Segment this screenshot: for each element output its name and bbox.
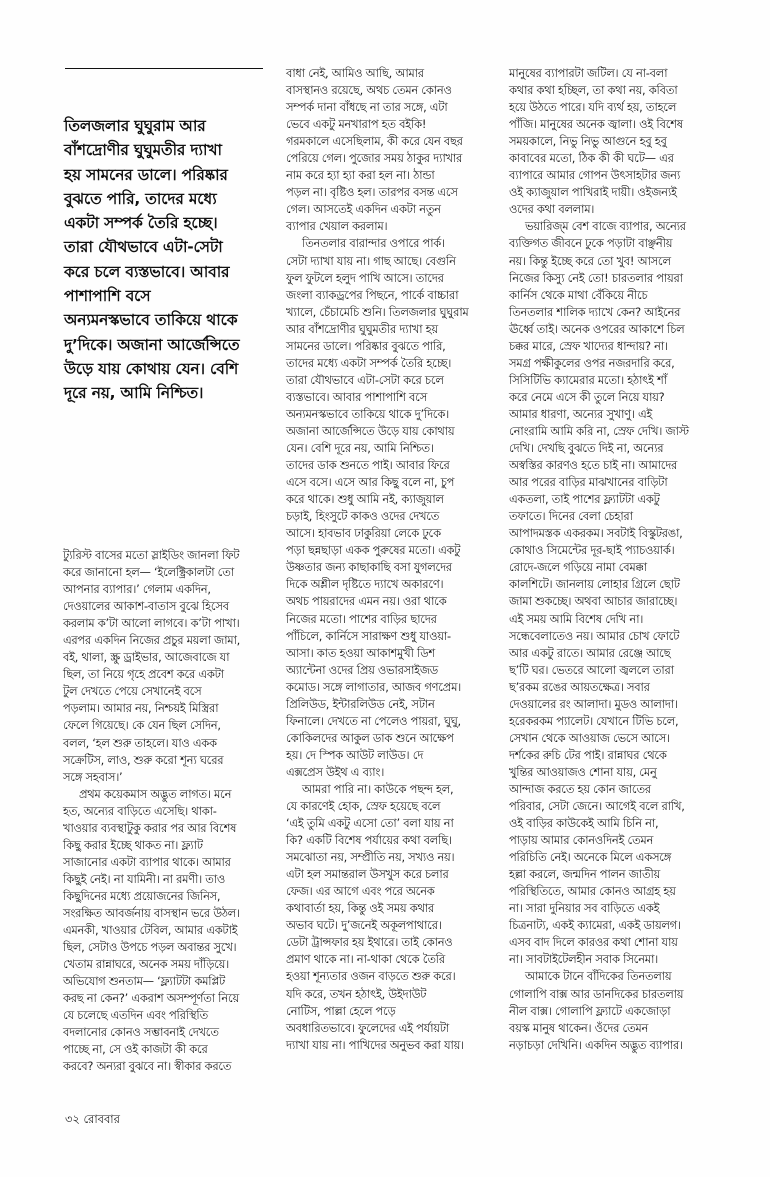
body-text-line: বদলানোর কোনও সম্ভাবনাই দেখতে xyxy=(63,1025,219,1040)
body-text-line: ভেবে একটু মনখারাপ হত বইকি! xyxy=(286,117,427,132)
body-text-line: অন্যমনস্কভাবে তাকিয়ে থাকে দু’দিকে। xyxy=(286,406,449,421)
body-text-line: সমঝোতা নয়, সম্প্রীতি নয়, সখ্যও নয়। xyxy=(286,850,455,865)
pull-quote-line: বুঝতে পারি, তাদের মধ্যে xyxy=(64,189,217,208)
body-text-line: ব্যাপারে আমার গোপন উৎসাহটার জন্য xyxy=(509,168,680,183)
paragraph-start-line: প্রথম কয়েকমাস অদ্ভুত লাগত। মনে xyxy=(79,786,232,801)
body-text-line: সিসিটিভি ক্যামেরার মতো। হঠাৎই শাঁ xyxy=(509,372,667,387)
body-text-line: কিছুই নেই। না যামিনী। না রমণী। তাও xyxy=(63,871,226,886)
body-text-line: করে নেমে এসে কী তুলে নিয়ে যায়? xyxy=(509,389,665,404)
pull-quote-top-rule xyxy=(65,68,263,69)
body-text-line: অজানা আর্জেন্সিতে উড়ে যায় কোথায় xyxy=(286,423,455,438)
body-text-line: যে কারণেই হোক, স্রেফ হয়েছে বলে xyxy=(286,799,441,814)
body-text-line: তফাতে। দিনের বেলা চেহারা xyxy=(509,509,633,524)
body-text-line: সক্রেটিস, লাও, শুরু করো শূন্য ঘরের xyxy=(63,752,224,767)
body-text-line: গরমকালে এসেছিলাম, কী করে যেন বছর xyxy=(286,134,463,149)
body-text-line: সেখান থেকে আওয়াজ ভেসে আসে। xyxy=(509,730,670,745)
body-text-line: পরিবার, সেটা জেনে। আগেই বলে রাখি, xyxy=(509,799,685,814)
page-number: ৩২ xyxy=(65,1112,80,1126)
body-text-line: এসব বাদ দিলে কারওর কথা শোনা যায় xyxy=(509,935,678,950)
body-text-line: পড়া ছন্নছাড়া একক পুরুষের মতো। একটু xyxy=(286,543,461,558)
body-text-line: নিজের কিস্যু নেই তো! চারতলার পায়রা xyxy=(509,270,683,285)
body-text-line: নোংরামি আমি করি না, স্রেফ দেখি। জাস্ট xyxy=(509,423,689,438)
body-text-line: হয়ে উঠতে পারে। যদি ব্যর্থ হয়, তাহলে xyxy=(509,100,677,115)
body-text-line: টুল দেখতে পেয়ে সেখানেই বসে xyxy=(63,684,202,699)
body-text-line: কোকিলদের আকুল ডাক শুনে আক্ষেপ xyxy=(286,730,454,745)
body-text-line: তাদের মধ্যে একটা সম্পর্ক তৈরি হচ্ছে। xyxy=(286,355,452,370)
body-text-line: ছিল, তা নিয়ে গৃহে প্রবেশ করে একটা xyxy=(63,667,224,682)
body-text-line: সাজানোর একটা ব্যাপার থাকে। আমার xyxy=(63,854,231,869)
body-text-line: জামা শুকচ্ছে। অথবা আচার জারাচ্ছে। xyxy=(509,594,678,609)
body-text-line: অভিযোগ শুনতাম— ‘ফ্ল্যাটটা কমপ্লিট xyxy=(63,974,225,989)
body-text-line: পরিস্থিতিতে, আমার কোনও আগ্রহ হয় xyxy=(509,884,676,899)
body-text-line: এক্সপ্রেস উইথ এ ব্যাং। xyxy=(286,764,385,779)
body-text-line: হত, অন্যের বাড়িতে এসেছি। থাকা- xyxy=(63,803,217,818)
body-text-line: তাদের ডাক শুনতে পাই। আবার ফিরে xyxy=(286,458,450,473)
body-text-line: করছ না কেন?’ একরাশ অসম্পূর্ণতা নিয়ে xyxy=(63,991,240,1006)
body-text-line: আপাদমস্তক একরকম। সবটাই বিস্কুটরঙা, xyxy=(509,526,683,541)
article-column-middle xyxy=(286,65,501,1054)
body-text-line: করে জানানো হল— ‘ইলেক্ট্রিকালটা তো xyxy=(63,565,234,580)
body-text-line: খাওয়ার ব্যবস্থাটুকু করার পর আর বিশেষ xyxy=(63,820,237,835)
body-text-line: দেওয়ালের আকাশ-বাতাস বুঝে হিসেব xyxy=(63,599,229,614)
pull-quote-line: একটা সম্পর্ক তৈরি হচ্ছে। xyxy=(64,214,218,233)
body-text-line: অভাব ঘটে। দু’জনেই অকূলপাথারে। xyxy=(286,918,442,933)
body-text-line: সেটা দ্যাখা যায় না। গাছ আছে। বেগুনি xyxy=(286,253,456,268)
body-text-line: সম্পর্ক দানা বাঁধছে না তার সঙ্গে, এটা xyxy=(286,100,448,115)
body-text-line: করে থাকে। শুধু আমি নই, ক্যাজুয়াল xyxy=(286,492,444,507)
body-text-line: আসে। হাবভাব ঢাকুরিয়া লেকে ঢুকে xyxy=(286,526,441,541)
body-text-line: সময়কালে, নিভু নিভু আগুনে হবু হবু xyxy=(509,134,667,149)
body-text-line: এসে বসে। এসে আর কিছু বলে না, চুপ xyxy=(286,475,455,490)
paragraph-start-line: আমরা পারি না। কাউকে পছন্দ হল, xyxy=(302,781,454,796)
body-text-line: কিছুদিনের মধ্যে প্রয়োজনের জিনিস, xyxy=(63,888,221,903)
body-text-line: আমার ধারণা, অন্যের সুখাণু। এই xyxy=(509,406,653,421)
body-text-line: মানুষের ব্যাপারটা জটিল। যে না-বলা xyxy=(509,66,668,80)
body-text-line: হল্লা করলে, জন্মদিন পালন জাতীয় xyxy=(509,867,660,882)
pull-quote-line: বাঁশদ্রোণীর ঘুঘুমতীর দ্যাখা xyxy=(64,141,222,160)
pull-quote-line: দূরে নয়, আমি নিশ্চিত। xyxy=(64,384,204,403)
body-text-line: হরেকরকম প্যালেট। যেখানে টিভি চলে, xyxy=(509,713,679,728)
body-text-line: যদি করে, তখন হঠাৎই, উইদাউট xyxy=(286,986,427,1001)
body-text-line: পাড়ায় আমার কোনওদিনই তেমন xyxy=(509,833,654,848)
body-text-line: করবে? অন্যরা বুঝবে না। স্বীকার করতে xyxy=(63,1059,232,1074)
publication-name: রোববার xyxy=(83,1112,120,1126)
pull-quote-line: তারা যৌথভাবে এটা-সেটা xyxy=(64,238,223,257)
body-text-line: কার্নিস থেকে মাথা বেঁকিয়ে নীচে xyxy=(509,287,648,302)
body-text-line: চড়াই, হিংসুটে কাকও ওদের দেখতে xyxy=(286,509,440,524)
body-text-line: নড়াচড়া দেখিনি। একদিন অদ্ভুত ব্যাপার। xyxy=(509,1037,683,1052)
body-text-line: ‘এই তুমি একটু এসো তো’ বলা যায় না xyxy=(286,816,454,831)
body-text-line: নাম করে হ্যা হ্যা করা হল না। ঠান্ডা xyxy=(286,168,435,183)
body-text-line: সংরক্ষিত আবর্জনায় বাসস্থান ভরে উঠল। xyxy=(63,905,240,920)
body-text-line: ওই বাড়ির কাউকেই আমি চিনি না, xyxy=(509,816,659,831)
body-text-line: ওদের কথা বললাম। xyxy=(509,202,595,217)
body-text-line: কথাবার্তা হয়, কিন্তু ওই সময় কথার xyxy=(286,901,434,916)
body-text-line: দর্শকের রুচি টের পাই। রান্নাঘর থেকে xyxy=(509,747,667,762)
body-text-line: ছ’রকম রঙের আয়তক্ষেত্র। সবার xyxy=(509,679,650,694)
body-text-line: না। সারা দুনিয়ার সব বাড়িতে একই xyxy=(509,901,660,916)
body-text-line: কথার কথা হচ্ছিল, তা কথা নয়, কবিতা xyxy=(509,83,678,98)
body-text-line: আর বাঁশদ্রোণীর ঘুঘুমতীর দ্যাখা হয় xyxy=(286,321,438,336)
body-text-line: বাসস্থানও রয়েছে, অথচ তেমন কোনও xyxy=(286,83,452,98)
body-text-line: পাচ্ছে না, সে ওই কাজটা কী করে xyxy=(63,1042,208,1057)
body-text-line: আর একটু রাতে। আমার রেঞ্জে আছে xyxy=(509,645,671,660)
body-text-line: করলাম ক’টা আলো লাগবে। ক’টা পাখা। xyxy=(63,616,240,631)
body-text-line: অবধারিতভাবে। ফুলেদের এই পর্যায়টা xyxy=(286,1020,449,1035)
pull-quote-line: পাশাপাশি বসে xyxy=(64,287,151,306)
body-text-line: কি? একটি বিশেষ পর্যায়ের কথা বলছি। xyxy=(286,833,452,848)
body-text-line: একতলা, তাই পাশের ফ্ল্যাটটা একটু xyxy=(509,492,660,507)
body-text-line: ছ’টি ঘর। ভেতরে আলো জ্বললে তারা xyxy=(509,662,674,677)
paragraph-start-line: তিনতলার বারান্দার ওপারে পার্ক। xyxy=(302,236,445,251)
body-text-line: ফিনালে। দেখতে না পেলেও পায়রা, ঘুঘু, xyxy=(286,713,461,728)
pull-quote-line: হয় সামনের ডালে। পরিষ্কার xyxy=(64,165,228,184)
body-text-line: পড়লাম। আমার নয়, নিশ্চয়ই মিস্ত্রিরা xyxy=(63,701,219,716)
pull-quote-line: দু’দিকে। অজানা আর্জেন্সিতে xyxy=(64,335,240,354)
pull-quote-line: তিলজলার ঘুঘুরাম আর xyxy=(64,117,206,135)
body-text-line: ব্যাপার খেয়াল করলাম। xyxy=(286,219,388,234)
body-text-line: সঙ্গে সহবাস।’ xyxy=(63,769,123,784)
body-text-line: এরপর একদিন নিজের প্রচুর ময়লা জামা, xyxy=(63,633,241,648)
body-text-line: আপনার ব্যাপার।’ গেলাম একদিন, xyxy=(63,582,211,597)
paragraph-start-line: আমাকে টানে বাঁদিকের তিনতলায় xyxy=(525,969,672,984)
body-text-line: খুন্তির আওয়াজও শোনা যায়, মেনু xyxy=(509,764,657,779)
pull-quote-line: করে চলে ব্যস্তভাবে। আবার xyxy=(64,262,230,281)
page-folio xyxy=(65,1111,120,1127)
body-text-line: সামনের ডালে। পরিষ্কার বুঝতে পারি, xyxy=(286,338,446,353)
body-text-line: ফুল ফুটলে হলুদ পাখি আসে। তাদের xyxy=(286,270,444,285)
body-text-line: হয়। দে স্পিক আউট লাউড। দে xyxy=(286,747,424,762)
article-column-right xyxy=(509,65,729,1054)
body-text-line: দেখি। দেখছি বুঝতে দিই না, অন্যের xyxy=(509,441,664,456)
body-text-line: না। সাবটাইটেলহীন সবাক সিনেমা। xyxy=(509,952,658,967)
body-text-line: পেরিয়ে গেল। পুজোর সময় ঠাকুর দ্যাখার xyxy=(286,151,463,166)
body-text-line: খেতাম রান্নাঘরে, অনেক সময় দাঁড়িয়ে। xyxy=(63,957,229,972)
body-text-line: আন্দাজ করতে হয় কোন জাতের xyxy=(509,781,651,796)
body-text-line: ঊর্ধ্বে তাই। অনেক ওপরের আকাশে চিল xyxy=(509,321,685,336)
paragraph-start-line: ভয়ারিজ্‌ম বেশ বাজে ব্যাপার, অন্যের xyxy=(525,219,686,234)
body-text-line: আর পরের বাড়ির মাঝখানের বাড়িটা xyxy=(509,475,668,490)
pull-quote-line: উড়ে যায় কোথায় যেন। বেশি xyxy=(64,359,239,378)
body-text-line: চক্কর মারে, স্রেফ খাদ্যের ধান্দায়? না। xyxy=(509,338,668,353)
body-text-line: দিকে অশ্লীল দৃষ্টিতে দ্যাখে অকারণে। xyxy=(286,577,444,592)
body-text-line: দ্যাখা যায় না। পাখিদের অনুভব করা যায়। xyxy=(286,1037,464,1052)
body-text-line: যেন। বেশি দূরে নয়, আমি নিশ্চিত। xyxy=(286,441,434,456)
body-text-line: এটা হল সমান্তরাল উসখুস করে চলার xyxy=(286,867,449,882)
body-text-line: পড়ল না। বৃষ্টিও হল। তারপর বসন্ত এসে xyxy=(286,185,458,200)
body-text-line: ব্যক্তিগত জীবনে ঢুকে পড়াটা বাঞ্ছনীয় xyxy=(509,236,673,251)
body-text-line: যে চলেছে এতদিন এবং পরিস্থিতি xyxy=(63,1008,208,1023)
body-text-line: নোটিস, পাল্লা হেলে পড়ে xyxy=(286,1003,396,1018)
body-text-line: পরিচিতি নেই। অনেকে মিলে একসঙ্গে xyxy=(509,850,672,865)
pull-quote-line: অন্যমনস্কভাবে তাকিয়ে থাকে xyxy=(64,311,238,330)
body-text-line: কালশিটে। জানলায় লোহার গ্রিলে ছোট xyxy=(509,577,680,592)
body-text-line: বয়স্ক মানুষ থাকেন। ওঁদের তেমন xyxy=(509,1020,649,1035)
body-text-line: বলল, ‘হল শুরু তাহলে। যাও একক xyxy=(63,735,217,750)
body-text-line: এই সময় আমি বিশেষ দেখি না। xyxy=(509,611,644,626)
body-text-line: প্রিলিউড, ইন্টারলিউড নেই, সটান xyxy=(286,696,435,711)
body-text-line: ওই ক্যাজুয়াল পাখিরাই দায়ী। ওইজন্যই xyxy=(509,185,677,200)
body-text-line: নয়। কিন্তু ইচ্ছে করে তো খুব! আসলে xyxy=(509,253,671,268)
body-text-line: রোদে-জলে গড়িয়ে নামা বেমক্কা xyxy=(509,560,647,575)
body-text-line: নিজের মতো। পাশের বাড়ির ছাদের xyxy=(286,611,437,626)
body-text-line: জংলা ব্যাকড্রপের পিছনে, পার্কে বাচ্চারা xyxy=(286,287,459,302)
body-text-line: চিত্রনাট্য, একই ক্যামেরা, একই ডায়লগ। xyxy=(509,918,681,933)
body-text-line: অ্যান্টেনা ওদের প্রিয় ওভারসাইজড xyxy=(286,662,438,677)
pull-quote xyxy=(64,114,279,406)
body-text-line: তারা যৌথভাবে এটা-সেটা করে চলে xyxy=(286,372,444,387)
body-text-line: সন্ধেবেলাতেও নয়। আমার চোখ ফোটে xyxy=(509,628,680,643)
body-text-line: এমনকী, খাওয়ার টেবিল, আমার একটাই xyxy=(63,923,238,938)
body-text-line: নীল বাক্স। গোলাপি ফ্ল্যাটে একজোড়া xyxy=(509,1003,671,1018)
body-text-line: ডেটা ট্রান্সফার হয় ইথারে। তাই কোনও xyxy=(286,935,453,950)
body-text-line: প্রমাণ থাকে না। না-থাকা থেকে তৈরি xyxy=(286,952,445,967)
body-text-line: ফেজ। এর আগে এবং পরে অনেক xyxy=(286,884,435,899)
body-text-line: কিছু করার ইচ্ছে থাকত না। ফ্ল্যাট xyxy=(63,837,203,852)
body-text-line: অথচ পায়রাদের এমন নয়। ওরা থাকে xyxy=(286,594,447,609)
body-text-line: বাধা নেই, আমিও আছি, আমার xyxy=(286,66,424,80)
body-text-line: দেওয়ালের রং আলাদা। মুডও আলাদা। xyxy=(509,696,678,711)
body-text-line: অস্বস্তির কারণও হতে চাই না। আমাদের xyxy=(509,458,678,473)
body-text-line: সমগ্র পক্ষীকুলের ওপর নজরদারি করে, xyxy=(509,355,675,370)
body-text-line: কোথাও সিমেন্টের দূর-ছাই প্যাচওয়ার্ক। xyxy=(509,543,675,558)
body-text-line: পাঁচিলে, কার্নিসে সারাক্ষণ শুধু যাওয়া- xyxy=(286,628,451,643)
article-column-left xyxy=(63,547,278,1075)
body-text-line: উষ্ণতার জন্য কাছাকাছি বসা যুগলদের xyxy=(286,560,452,575)
body-text-line: ছিল, সেটাও উপচে পড়ল অবান্তর সুখে। xyxy=(63,940,237,955)
body-text-line: বই, থালা, স্ক্রু ড্রাইভার, আজেবাজে যা xyxy=(63,650,230,665)
body-text-line: খ্যালে, চেঁচামেচি শুনি। তিলজলার ঘুঘুরাম xyxy=(286,304,469,319)
body-text-line: ব্যস্তভাবে। আবার পাশাপাশি বসে xyxy=(286,389,427,404)
body-text-line: কাবাবের মতো, ঠিক কী কী ঘটে— এর xyxy=(509,151,674,166)
body-text-line: গেল। আসতেই একদিন একটা নতুন xyxy=(286,202,441,217)
body-text-line: ফেলে গিয়েছে। কে যেন ছিল সেদিন, xyxy=(63,718,221,733)
body-text-line: আসা। কাত হওয়া আকাশমুখী ডিশ xyxy=(286,645,435,660)
body-text-line: তিনতলার শালিক দ্যাখে কেন? আইনের xyxy=(509,304,681,319)
body-text-line: পাঁজি। মানুষের অনেক জ্বালা। ওই বিশেষ xyxy=(509,117,683,132)
body-text-line: কমোড। সঙ্গে লাগাতার, আজব গণপ্রেম। xyxy=(286,679,461,694)
body-text-line: গোলাপি বাক্স আর ডানদিকের চারতলায় xyxy=(509,986,684,1001)
body-text-line: হওয়া শূন্যতার ওজন বাড়তে শুরু করে। xyxy=(286,969,456,984)
body-text-line: ট্যুরিস্ট বাসের মতো স্লাইডিং জানলা ফিট xyxy=(63,548,240,562)
